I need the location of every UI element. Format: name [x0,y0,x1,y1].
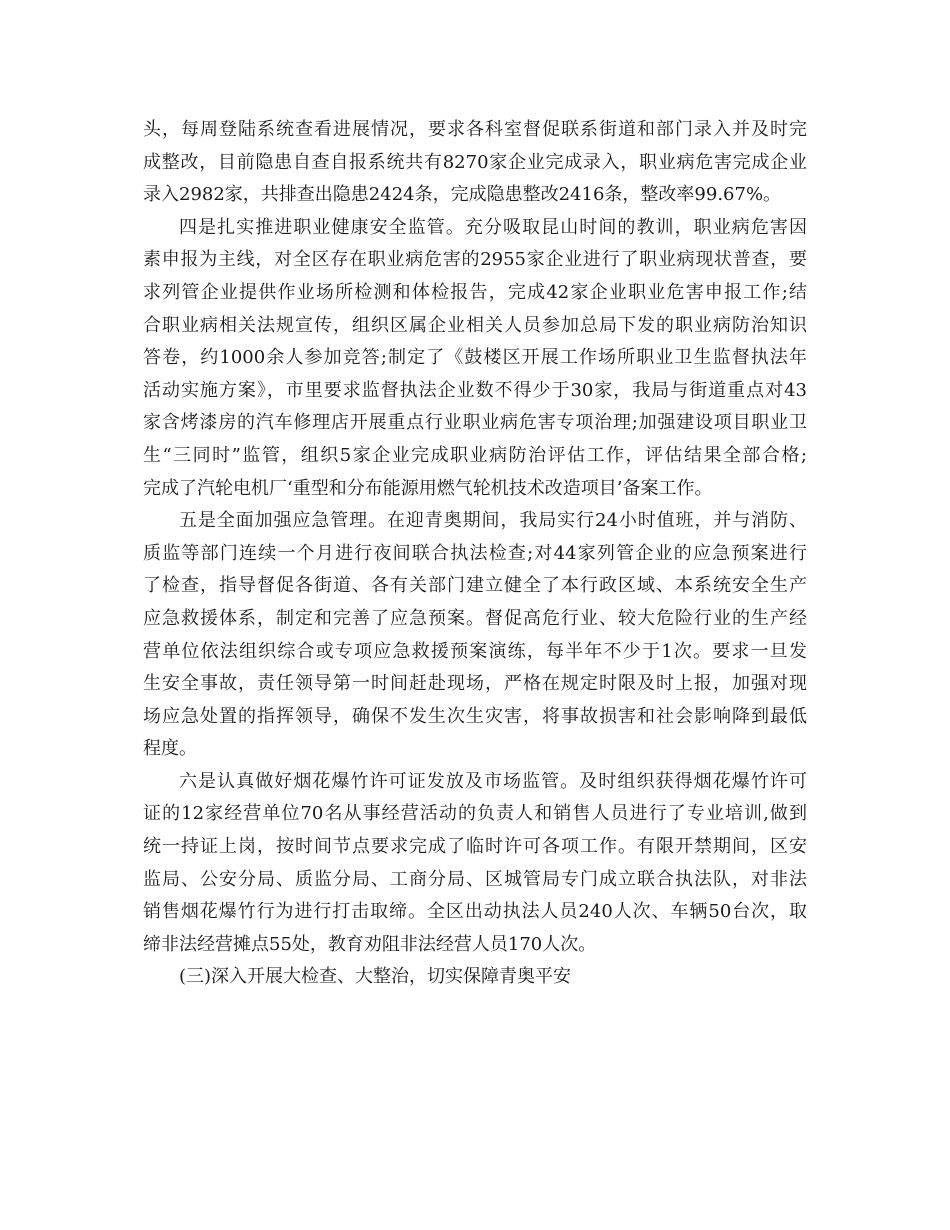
text-line: 完成了汽轮电机厂‘重型和分布能源用燃气轮机技术改造项目’备案工作。 [143,477,713,499]
text-line: 家含烤漆房的汽车修理店开展重点行业职业病危害专项治理;加强建设项目职业卫 [143,412,807,434]
text-line: 生安全事故，责任领导第一时间赶赴现场，严格在规定时限及时上报，加强对现 [143,673,807,695]
paragraph-p1 [143,114,807,212]
text-line: 成整改，目前隐患自查自报系统共有8270家企业完成录入，职业病危害完成企业 [143,151,807,173]
text-line: 求列管企业提供作业场所检测和体检报告，完成42家企业职业危害申报工作;结 [143,281,807,303]
text-line: 合职业病相关法规宣传，组织区属企业相关人员参加总局下发的职业病防治知识 [143,314,807,336]
text-line: 统一持证上岗，按时间节点要求完成了临时许可各项工作。有限开禁期间，区安 [143,836,807,858]
text-line: 了检查，指导督促各街道、各有关部门建立健全了本行政区域、本系统安全生产 [143,575,807,597]
document-page [143,114,807,994]
paragraph-p3 [143,505,807,766]
text-line: 五是全面加强应急管理。在迎青奥期间，我局实行24小时值班，并与消防、 [179,510,807,532]
text-line: 质监等部门连续一个月进行夜间联合执法检查;对44家列管企业的应急预案进行 [143,542,807,564]
text-line: 素申报为主线，对全区存在职业病危害的2955家企业进行了职业病现状普查，要 [143,249,807,271]
text-line: 六是认真做好烟花爆竹许可证发放及市场监管。及时组织获得烟花爆竹许可 [179,770,807,792]
text-line: 营单位依法组织综合或专项应急救援预案演练，每半年不少于1次。要求一旦发 [143,640,807,662]
paragraph-p5 [143,961,807,994]
paragraph-p4 [143,766,807,962]
paragraph-p2 [143,212,807,505]
text-line: 录入2982家，共排查出隐患2424条，完成隐患整改2416条，整改率99.67%。 [143,184,782,206]
text-line: 缔非法经营摊点55处，教育劝阻非法经营人员170人次。 [143,933,597,955]
text-line: 应急救援体系，制定和完善了应急预案。督促高危行业、较大危险行业的生产经 [143,607,807,629]
text-line: 销售烟花爆竹行为进行打击取缔。全区出动执法人员240人次、车辆50台次，取 [143,901,807,923]
text-line: 头，每周登陆系统查看进展情况，要求各科室督促联系街道和部门录入并及时完 [143,119,807,140]
text-line: 生“三同时”监管，组织5家企业完成职业病防治评估工作，评估结果全部合格; [143,444,807,466]
text-line: 程度。 [143,738,197,760]
text-line: 答卷，约1000余人参加竞答;制定了《鼓楼区开展工作场所职业卫生监督执法年 [143,347,807,369]
text-line: 四是扎实推进职业健康安全监管。充分吸取昆山时间的教训，职业病危害因 [179,216,807,238]
text-line: 活动实施方案》，市里要求监督执法企业数不得少于30家，我局与街道重点对43 [143,379,807,401]
text-line: 场应急处置的指挥领导，确保不发生次生灾害，将事故损害和社会影响降到最低 [143,705,807,727]
text-line: 证的12家经营单位70名从事经营活动的负责人和销售人员进行了专业培训,做到 [143,803,807,825]
text-line: 监局、公安分局、质监分局、工商分局、区城管局专门成立联合执法队，对非法 [143,868,807,890]
text-line: (三)深入开展大检查、大整治，切实保障青奥平安 [179,966,572,988]
